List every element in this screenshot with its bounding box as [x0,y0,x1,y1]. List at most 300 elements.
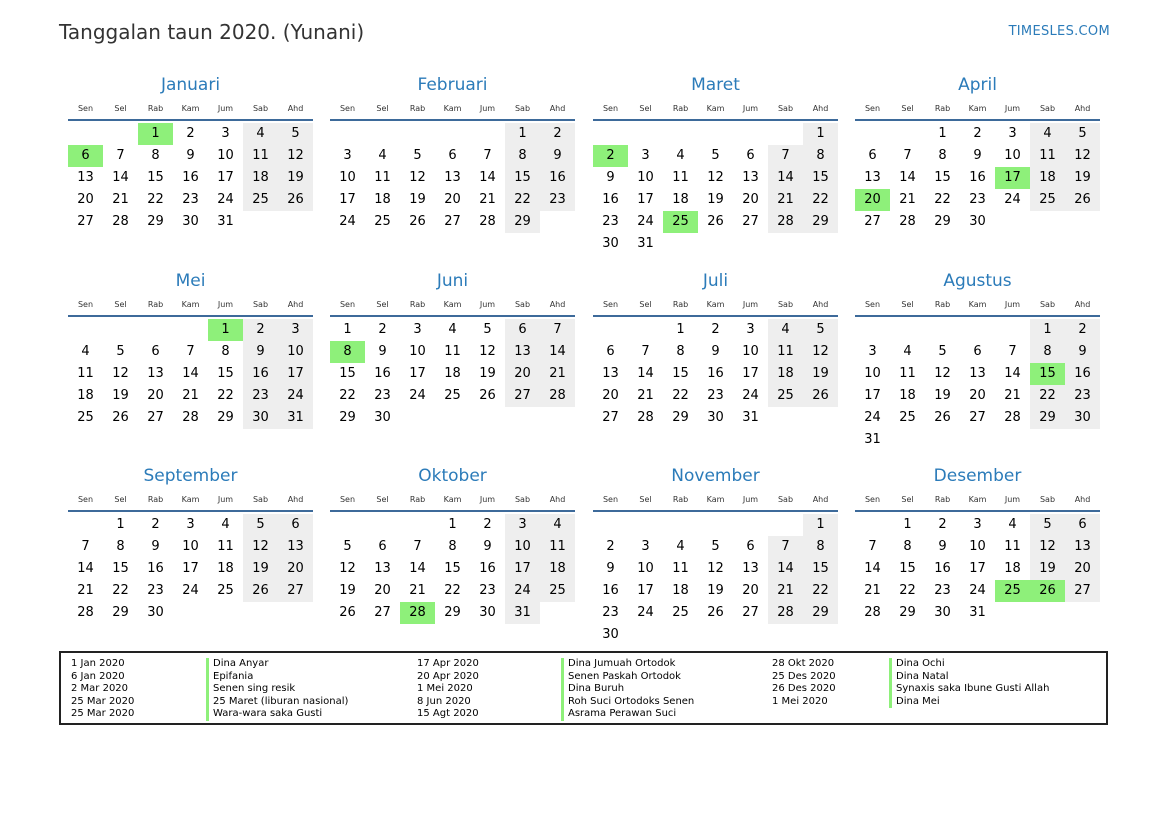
weekday-label: Ahd [1074,299,1091,309]
day-cell: 10 [182,539,199,554]
day-cell: 28 [899,214,916,229]
empty-cell [138,319,173,341]
empty-cell [733,233,768,255]
day-cell: 4 [676,148,685,163]
day-cell: 23 [707,388,724,403]
day-cell: 26 [409,214,426,229]
day-cell: 3 [973,517,982,532]
day-cell: 28 [1004,410,1021,425]
empty-cell [663,233,698,255]
week-row [593,407,838,429]
day-cell: 1 [116,517,125,532]
day-cell: 2 [606,539,615,554]
day-cell: 24 [217,192,234,207]
weekday-label: Sen [77,299,94,309]
day-cell: 25 [1030,189,1065,211]
day-cell: 7 [868,539,877,554]
day-cell: 15 [339,366,356,381]
day-cell: 8 [1030,341,1065,363]
day-cell: 13 [602,366,619,381]
day-cell: 10 [339,170,356,185]
header-divider [593,510,838,512]
day-cell: 11 [672,170,689,185]
day-cell: 2 [938,517,947,532]
empty-cell [733,514,768,536]
weekday-label: Sab [252,299,269,309]
day-cell: 5 [243,514,278,536]
holiday-day-cell: 2 [593,145,628,167]
day-cell: 30 [374,410,391,425]
weekday-label: Sel [639,103,652,113]
week-row [593,580,838,602]
week-row [855,145,1100,167]
day-cell: 9 [973,148,982,163]
legend-date: 1 Mei 2020 [417,683,473,695]
day-cell: 9 [711,344,720,359]
week-row [855,385,1100,407]
day-cell: 12 [1065,145,1100,167]
day-cell: 8 [505,145,540,167]
day-cell: 13 [278,536,313,558]
empty-cell [855,319,890,341]
week-row [855,319,1100,341]
day-cell: 12 [803,341,838,363]
holiday-day-cell: 15 [1030,363,1065,385]
day-cell: 19 [1065,167,1100,189]
weekday-label: Kam [706,494,725,504]
empty-cell [768,514,803,536]
day-cell: 2 [151,517,160,532]
weekday-label: Sen [602,494,619,504]
day-cell: 5 [1065,123,1100,145]
empty-cell [1065,602,1100,624]
day-cell: 25 [768,385,803,407]
day-cell: 16 [969,170,986,185]
week-row [330,123,575,145]
day-cell: 9 [151,539,160,554]
day-cell: 21 [899,192,916,207]
weekday-label: Sab [252,494,269,504]
day-cell: 16 [707,366,724,381]
day-cell: 4 [768,319,803,341]
weekday-label: Sel [114,103,127,113]
day-cell: 18 [1004,561,1021,576]
day-cell: 30 [602,627,619,642]
day-cell: 15 [899,561,916,576]
day-cell: 30 [1065,407,1100,429]
week-row [855,189,1100,211]
day-cell: 8 [903,539,912,554]
weekday-label: Rab [934,103,951,113]
day-cell: 15 [112,561,129,576]
week-row [330,536,575,558]
weekday-label: Sen [602,103,619,113]
day-cell: 27 [742,605,759,620]
day-cell: 17 [505,558,540,580]
weekday-label: Sel [376,494,389,504]
week-row [68,145,313,167]
day-cell: 16 [540,167,575,189]
holiday-day-cell: 20 [855,189,890,211]
day-cell: 18 [672,192,689,207]
day-cell: 26 [112,410,129,425]
day-cell: 17 [637,192,654,207]
day-cell: 1 [343,322,352,337]
day-cell: 9 [606,561,615,576]
day-cell: 19 [112,388,129,403]
empty-cell [960,319,995,341]
day-cell: 14 [768,167,803,189]
day-cell: 13 [147,366,164,381]
day-cell: 16 [243,363,278,385]
header-divider [330,315,575,317]
empty-cell [733,123,768,145]
day-cell: 1 [803,123,838,145]
day-cell: 1 [903,517,912,532]
weekday-label: Ahd [812,494,829,504]
day-cell: 14 [540,341,575,363]
day-cell: 23 [147,583,164,598]
week-row [68,580,313,602]
legend-date: 8 Jun 2020 [417,695,471,707]
day-cell: 21 [768,580,803,602]
empty-cell [855,514,890,536]
day-cell: 22 [1030,385,1065,407]
empty-cell [890,319,925,341]
week-row [330,580,575,602]
week-row [593,385,838,407]
weekday-header [593,293,838,315]
day-cell: 11 [672,561,689,576]
day-cell: 29 [444,605,461,620]
day-cell: 23 [243,385,278,407]
empty-cell [68,319,103,341]
day-cell: 9 [938,539,947,554]
day-cell: 10 [409,344,426,359]
month-name: Agustus [943,271,1012,291]
day-cell: 17 [969,561,986,576]
day-cell: 22 [112,583,129,598]
weekday-label: Rab [147,494,164,504]
day-cell: 25 [217,583,234,598]
day-cell: 15 [147,170,164,185]
weekday-label: Sel [376,299,389,309]
week-row [68,514,313,536]
month-januari [68,73,313,233]
day-cell: 3 [278,319,313,341]
day-cell: 11 [768,341,803,363]
legend-holiday-name: Wara-wara saka Gusti [206,708,348,721]
week-row [593,319,838,341]
empty-cell [628,123,663,145]
header-divider [593,119,838,121]
day-cell: 19 [339,583,356,598]
empty-cell [400,123,435,145]
day-cell: 6 [1065,514,1100,536]
week-row [855,167,1100,189]
empty-cell [890,429,925,451]
day-cell: 13 [444,170,461,185]
day-cell: 2 [711,322,720,337]
day-cell: 15 [803,558,838,580]
day-cell: 16 [479,561,496,576]
weekday-label: Sab [1039,494,1056,504]
day-cell: 13 [77,170,94,185]
day-cell: 12 [479,344,496,359]
day-cell: 1 [1030,319,1065,341]
month-name: April [958,75,997,95]
day-cell: 13 [505,341,540,363]
header-divider [855,510,1100,512]
empty-cell [768,624,803,646]
day-cell: 18 [217,561,234,576]
holiday-day-cell: 25 [663,211,698,233]
holiday-day-cell: 1 [208,319,243,341]
day-cell: 26 [707,214,724,229]
day-cell: 17 [339,192,356,207]
day-cell: 3 [746,322,755,337]
header-divider [68,315,313,317]
weekday-label: Sel [114,299,127,309]
day-cell: 20 [1065,558,1100,580]
day-cell: 14 [864,561,881,576]
week-row [593,189,838,211]
weekday-label: Kam [968,103,987,113]
weekday-label: Sab [514,494,531,504]
day-cell: 20 [147,388,164,403]
week-row [68,363,313,385]
day-cell: 5 [483,322,492,337]
week-row [330,407,575,429]
day-cell: 23 [374,388,391,403]
day-cell: 21 [637,388,654,403]
day-cell: 20 [602,388,619,403]
day-cell: 10 [969,539,986,554]
header-divider [855,119,1100,121]
weekday-label: Sen [864,103,881,113]
week-row [68,211,313,233]
empty-cell [330,123,365,145]
weekday-label: Sel [901,103,914,113]
weekday-label: Ahd [549,103,566,113]
day-cell: 1 [938,126,947,141]
day-cell: 27 [374,605,391,620]
day-cell: 24 [409,388,426,403]
day-cell: 21 [864,583,881,598]
day-cell: 17 [278,363,313,385]
day-cell: 15 [505,167,540,189]
day-cell: 4 [221,517,230,532]
week-row [855,211,1100,233]
weekday-label: Ahd [812,103,829,113]
day-cell: 29 [672,410,689,425]
day-cell: 30 [934,605,951,620]
weekday-header [68,97,313,119]
day-cell: 25 [899,410,916,425]
empty-cell [505,407,540,429]
day-cell: 10 [637,561,654,576]
week-row [68,558,313,580]
month-name: Desember [933,466,1022,486]
day-cell: 22 [934,192,951,207]
day-cell: 31 [637,236,654,251]
day-cell: 14 [112,170,129,185]
day-cell: 22 [672,388,689,403]
day-cell: 3 [1008,126,1017,141]
empty-cell [1065,429,1100,451]
week-row [68,536,313,558]
day-cell: 8 [803,536,838,558]
day-cell: 1 [803,514,838,536]
week-row [330,514,575,536]
day-cell: 7 [413,539,422,554]
weekday-label: Sen [77,494,94,504]
day-cell: 19 [409,192,426,207]
day-cell: 20 [77,192,94,207]
day-cell: 12 [707,561,724,576]
day-cell: 26 [278,189,313,211]
day-cell: 7 [768,145,803,167]
day-cell: 7 [768,536,803,558]
day-cell: 18 [768,363,803,385]
day-cell: 29 [505,211,540,233]
legend-date: 25 Des 2020 [772,670,836,682]
empty-cell [768,233,803,255]
week-row [68,167,313,189]
empty-cell [663,123,698,145]
header-divider [68,510,313,512]
weekday-label: Sel [114,494,127,504]
day-cell: 28 [112,214,129,229]
day-cell: 10 [278,341,313,363]
day-cell: 26 [934,410,951,425]
week-row [593,167,838,189]
day-cell: 2 [1065,319,1100,341]
week-row [593,363,838,385]
day-cell: 2 [973,126,982,141]
weekday-label: Jum [1004,299,1021,309]
day-cell: 17 [742,366,759,381]
legend-date: 25 Mar 2020 [71,708,135,720]
day-cell: 22 [147,192,164,207]
day-cell: 1 [448,517,457,532]
weekday-label: Jum [479,299,496,309]
day-cell: 29 [803,602,838,624]
legend-holiday-name: Roh Suci Ortodoks Senen [561,696,694,709]
empty-cell [925,319,960,341]
weekday-label: Sab [252,103,269,113]
brand-link[interactable]: TIMESLES.COM [1008,24,1110,39]
month-name: September [143,466,238,486]
day-cell: 10 [505,536,540,558]
legend-date: 1 Mei 2020 [772,695,828,707]
day-cell: 2 [243,319,278,341]
day-cell: 3 [641,539,650,554]
day-cell: 20 [278,558,313,580]
day-cell: 18 [77,388,94,403]
day-cell: 24 [969,583,986,598]
week-row [68,189,313,211]
day-cell: 26 [243,580,278,602]
weekday-label: Sab [514,299,531,309]
day-cell: 25 [540,580,575,602]
day-cell: 22 [444,583,461,598]
day-cell: 5 [1030,514,1065,536]
empty-cell [400,514,435,536]
weekday-header [855,293,1100,315]
day-cell: 13 [374,561,391,576]
day-cell: 28 [540,385,575,407]
day-cell: 18 [672,583,689,598]
day-cell: 9 [540,145,575,167]
day-cell: 31 [864,432,881,447]
month-februari [330,73,575,233]
day-cell: 16 [1065,363,1100,385]
weekday-label: Kam [181,103,200,113]
weekday-label: Rab [409,103,426,113]
month-agustus [855,269,1100,451]
weekday-label: Kam [968,494,987,504]
day-cell: 27 [742,214,759,229]
weekday-label: Ahd [1074,103,1091,113]
day-cell: 21 [1004,388,1021,403]
weekday-label: Rab [934,299,951,309]
day-cell: 10 [637,170,654,185]
empty-cell [470,407,505,429]
day-cell: 13 [742,170,759,185]
legend-holiday-name: Dina Anyar [206,658,348,671]
day-cell: 12 [243,536,278,558]
weekday-label: Sab [777,103,794,113]
empty-cell [628,514,663,536]
day-cell: 28 [182,410,199,425]
day-cell: 28 [768,602,803,624]
empty-cell [768,407,803,429]
day-cell: 14 [899,170,916,185]
day-cell: 5 [343,539,352,554]
week-row [855,341,1100,363]
day-cell: 19 [803,363,838,385]
day-cell: 23 [479,583,496,598]
day-cell: 3 [505,514,540,536]
weekday-label: Sel [901,494,914,504]
empty-cell [103,319,138,341]
day-cell: 4 [1008,517,1017,532]
day-cell: 28 [637,410,654,425]
day-cell: 15 [803,167,838,189]
day-cell: 7 [116,148,125,163]
weekday-label: Sen [602,299,619,309]
weekday-label: Sel [901,299,914,309]
week-row [855,536,1100,558]
weekday-label: Sen [77,103,94,113]
weekday-label: Rab [672,494,689,504]
day-cell: 13 [969,366,986,381]
week-row [330,167,575,189]
day-cell: 26 [707,605,724,620]
empty-cell [925,429,960,451]
day-cell: 19 [243,558,278,580]
day-cell: 27 [77,214,94,229]
empty-cell [698,123,733,145]
legend-names-column [206,658,348,721]
day-cell: 5 [413,148,422,163]
week-row [330,385,575,407]
month-maret [593,73,838,255]
day-cell: 14 [409,561,426,576]
weekday-label: Sel [376,103,389,113]
day-cell: 1 [505,123,540,145]
